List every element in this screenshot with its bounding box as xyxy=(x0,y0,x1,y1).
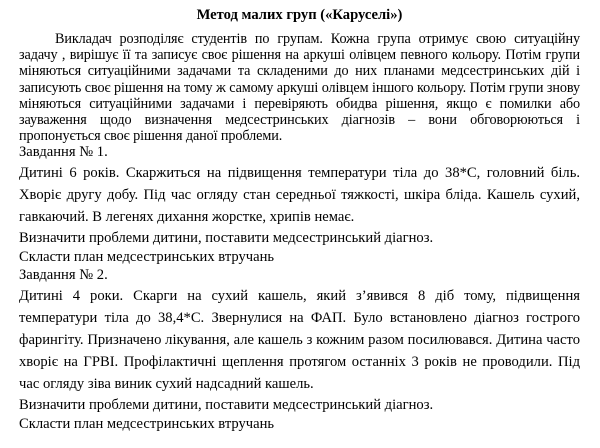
task-1-heading: Завдання № 1. xyxy=(19,144,108,161)
document-title: Метод малих груп («Каруселі») xyxy=(196,7,403,23)
task-1-text: Дитині 6 років. Скаржиться на підвищення температури тіла до 38*С, головний біль. Хворіє другу добу. Під час огляду стан середньої тяжкості, шкіра бліда. Кашель сухий, гавкаючий. В легенях дихання жорстке, хрипів немає. xyxy=(19,165,580,226)
task-1-instruction: Визначити проблеми дитини, поставити медсестринський діагноз. xyxy=(19,230,434,247)
task-2 xyxy=(19,267,580,434)
task-2-instruction: Визначити проблеми дитини, поставити медсестринський діагноз. xyxy=(19,397,434,414)
task-2-heading: Завдання № 2. xyxy=(19,267,108,284)
intro-paragraph: Викладач розподіляє студентів по групам. Кожна група отримує свою ситуаційну задачу , вирішує її та записує своє рішення на аркуші олівцем певного кольору. Потім групи міняються ситуаційними задачами та складеними до них планами медсестринських дій і записують своє рішення на тому ж самому аркуші олівцем іншого кольору. Потім групи знову міняються ситуаційними задачами і перевіряють обидва рішення, якщо є помилки або зауваження щодо визначення медсестринських діагнозів – вони обговорюються і пропонується своє рішення даної проблеми. xyxy=(19,31,580,145)
task-2-plan: Скласти план медсестринських втручань xyxy=(19,416,275,433)
task-2-text: Дитині 4 роки. Скарги на сухий кашель, який з’явився 8 діб тому, підвищення температури тіла до 38,4*С. Звернулися на ФАП. Було встановлено діагноз гострого фарингіту. Призначено лікування, але кашель з кожним разом посилювався. Дитина часто хворіє на ГРВІ. Профілактичні щеплення протягом останніх 3 років не проводили. Під час огляду зіва виник сухий надсадний кашель. xyxy=(19,288,580,393)
task-1 xyxy=(19,144,580,267)
task-1-plan: Скласти план медсестринських втручань xyxy=(19,249,275,266)
